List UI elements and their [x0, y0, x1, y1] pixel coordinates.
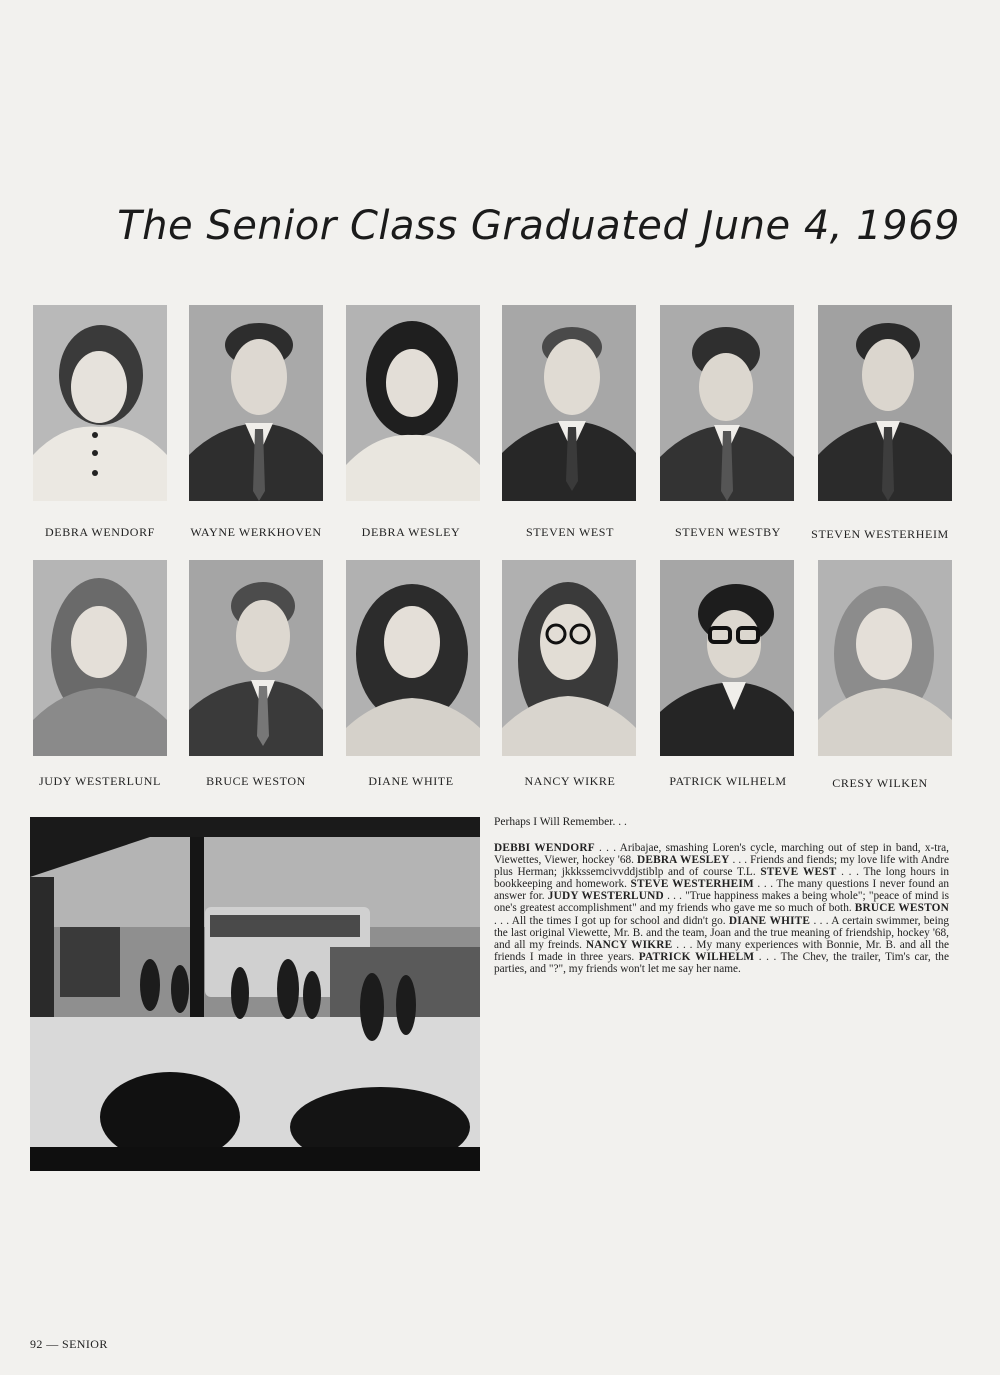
portrait-steven-west	[502, 305, 636, 501]
entry-name: STEVE WEST	[760, 866, 837, 879]
portrait-steven-westby	[660, 305, 794, 501]
entry-text: . . . A certain swimmer, being the last original Viewette, Mr. B. and the team, Joan and the true meaning of friendship, hockey '68, and all my freinds.	[494, 914, 950, 951]
entry-text: . . . The many questions I never found an answer for.	[494, 878, 950, 903]
remember-section	[494, 816, 949, 975]
entry-name: DEBRA WESLEY	[637, 854, 730, 867]
entry-name: DIANE WHITE	[728, 914, 811, 927]
portrait-judy-westerlund	[33, 560, 167, 756]
entry-text: . . . The long hours in bookkeeping and homework.	[494, 866, 949, 891]
portrait-name: DEBRA WESLEY	[361, 525, 461, 539]
entry-name: NANCY WIKRE	[585, 938, 673, 951]
entry-text: . . . "True happiness makes a being whole"; "peace of mind is one's greatest accomplishment" and my friends who gave me so much of both.	[494, 890, 949, 915]
portrait-name: WAYNE WERKHOVEN	[190, 525, 322, 539]
page-footer: 92 — SENIOR	[30, 1337, 108, 1351]
entry-text: . . . Aribajae, smashing Loren's cycle, marching out of step in band, x-tra, Viewettes, Viewer, hockey '68.	[494, 842, 950, 867]
portrait-name: BRUCE WESTON	[206, 774, 306, 788]
portrait-diane-white	[346, 560, 480, 756]
candid-bus-photo	[30, 817, 480, 1171]
portrait-name: JUDY WESTERLUNL	[39, 774, 161, 788]
portrait-name: DEBRA WENDORF	[45, 525, 155, 539]
entry-text: . . . The Chev, the trailer, Tim's car, the parties, and "?", my friends won't let me say her name.	[494, 950, 949, 975]
portrait-debra-wesley	[346, 305, 480, 501]
portrait-name: CRESY WILKEN	[832, 776, 928, 790]
portrait-name: NANCY WIKRE	[524, 774, 616, 788]
entry-name: JUDY WESTERLUND	[547, 890, 664, 903]
portrait-wayne-werkhoven	[189, 305, 323, 501]
portrait-name: STEVEN WESTBY	[675, 525, 781, 539]
entry-text: . . . All the times I got up for school and didn't go.	[494, 914, 729, 927]
portrait-name: STEVEN WEST	[525, 525, 615, 539]
remember-paragraph	[494, 842, 949, 975]
page-title: The Senior Class Graduated June 4, 1969	[117, 203, 960, 249]
portrait-debra-wendorf	[33, 305, 167, 501]
portrait-patrick-wilhelm	[660, 560, 794, 756]
portrait-name: STEVEN WESTERHEIM	[811, 527, 949, 541]
entry-name: BRUCE WESTON	[854, 902, 949, 915]
remember-caption: Perhaps I Will Remember. . .	[494, 816, 627, 828]
entry-name: STEVE WESTERHEIM	[630, 878, 754, 891]
portrait-name: PATRICK WILHELM	[669, 774, 787, 788]
entry-text: . . . My many experiences with Bonnie, Mr. B. and all the friends I made in three years.	[494, 938, 949, 963]
portrait-steven-westerheim	[818, 305, 952, 501]
entry-text: . . . Friends and fiends; my love life with Andre plus Herman; jkkkssemcivvddjstiblp and of course T.L.	[494, 854, 949, 879]
entry-name: DEBBI WENDORF	[494, 842, 595, 854]
portrait-nancy-wikre	[502, 560, 636, 756]
portrait-cresy-wilken	[818, 560, 952, 756]
portrait-name: DIANE WHITE	[368, 774, 454, 788]
portrait-bruce-weston	[189, 560, 323, 756]
entry-name: PATRICK WILHELM	[638, 950, 755, 963]
